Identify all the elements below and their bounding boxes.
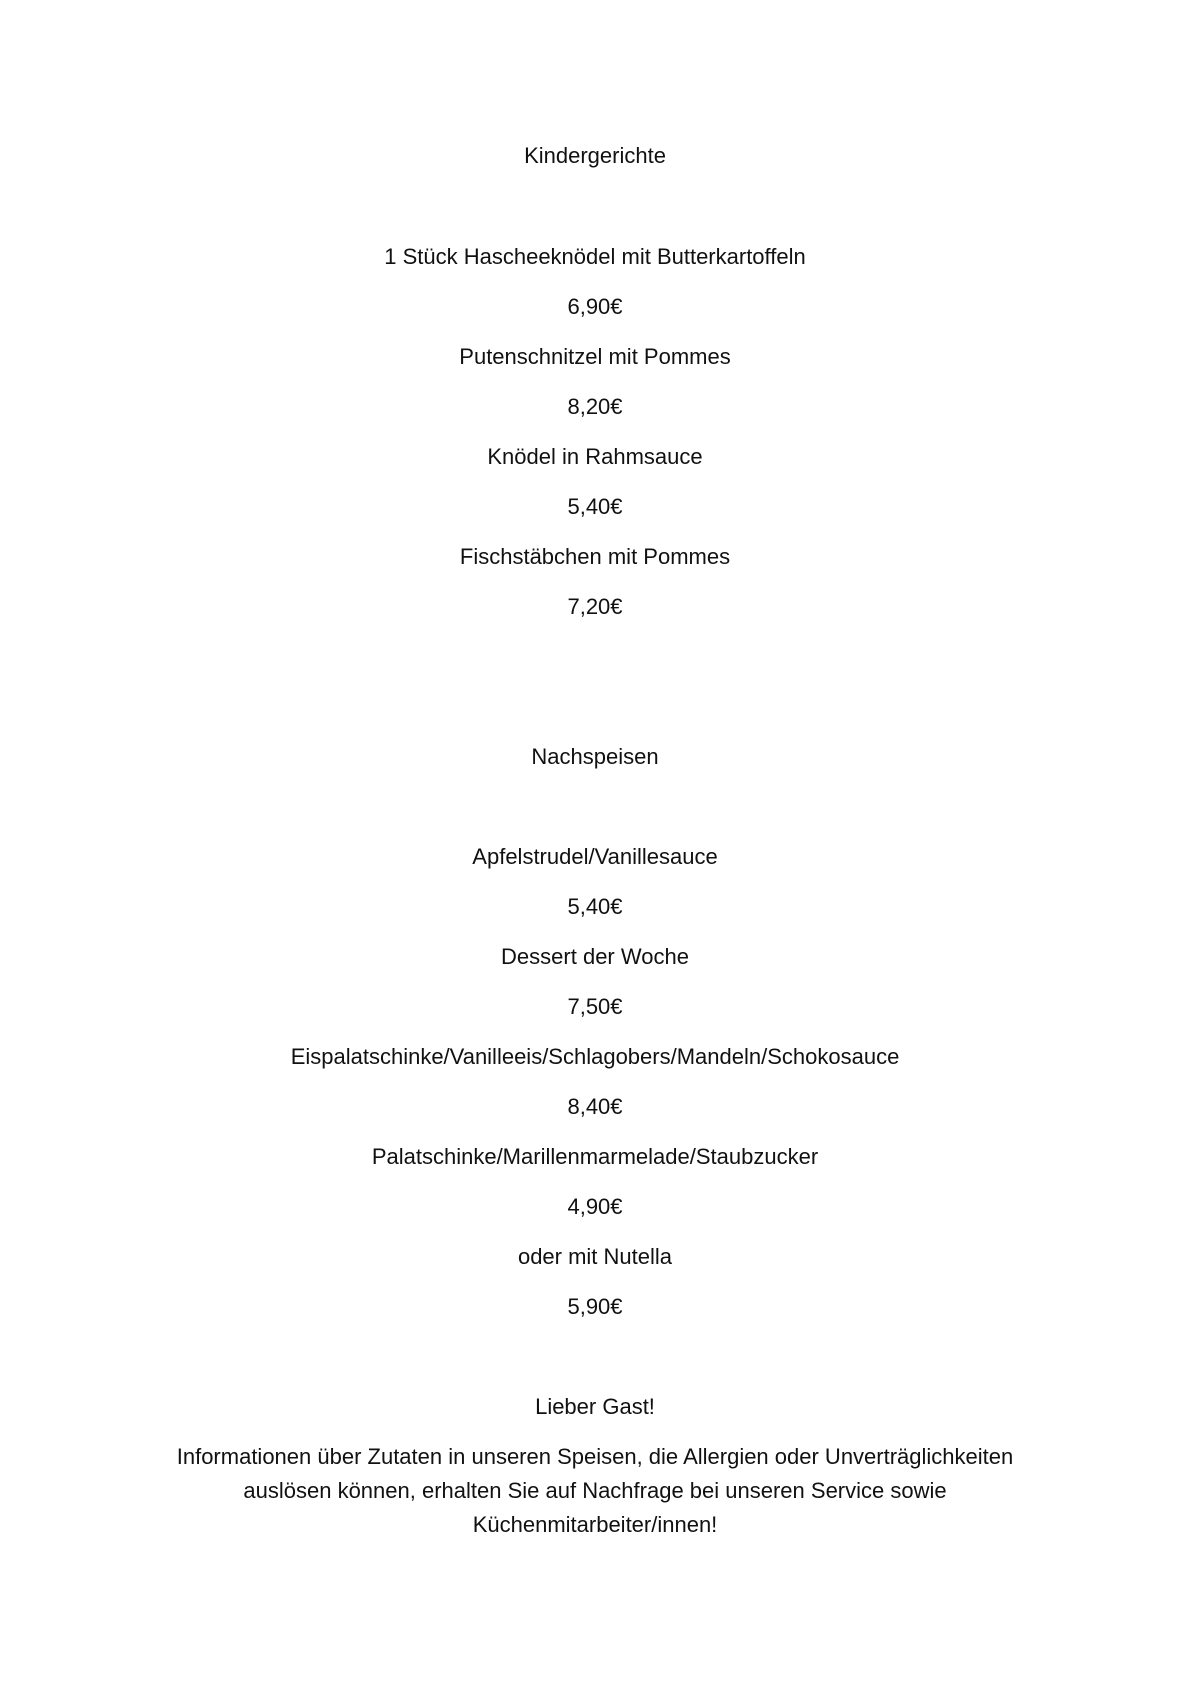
allergen-notice-line: auslösen können, erhalten Sie auf Nachfrage bei unseren Service sowie [243, 1478, 947, 1503]
menu-item-name: oder mit Nutella [517, 1244, 673, 1269]
menu-item-price: 8,20€ [567, 394, 623, 419]
menu-item-name: Palatschinke/Marillenmarmelade/Staubzucker [371, 1144, 819, 1169]
menu-item-price: 8,40€ [567, 1094, 623, 1119]
menu-item-name: Fischstäbchen mit Pommes [459, 544, 731, 569]
menu-item-price: 5,40€ [567, 894, 623, 919]
notice-greeting: Lieber Gast! [535, 1394, 655, 1419]
menu-item-price: 6,90€ [567, 294, 623, 319]
menu-item-name: Dessert der Woche [501, 944, 689, 969]
allergen-notice-line: Informationen über Zutaten in unseren Speisen, die Allergien oder Unverträglichkeiten [176, 1444, 1014, 1469]
section-title-kindergerichte: Kindergerichte [524, 143, 666, 168]
allergen-notice-line: Küchenmitarbeiter/innen! [472, 1512, 718, 1537]
menu-item-name: Putenschnitzel mit Pommes [459, 344, 731, 369]
menu-item-name: Eispalatschinke/Vanilleeis/Schlagobers/Mandeln/Schokosauce [290, 1044, 900, 1069]
menu-item-price: 5,90€ [567, 1294, 623, 1319]
menu-item-price: 4,90€ [567, 1194, 623, 1219]
menu-item-price: 7,20€ [567, 594, 623, 619]
section-title-nachspeisen: Nachspeisen [531, 744, 659, 769]
allergen-notice [0, 1440, 1190, 1542]
menu-item-price: 7,50€ [567, 994, 623, 1019]
menu-item-name: Knödel in Rahmsauce [487, 444, 703, 469]
menu-item-name: Apfelstrudel/Vanillesauce [472, 844, 718, 869]
menu-item-name: 1 Stück Hascheeknödel mit Butterkartoffeln [384, 244, 806, 269]
menu-item-price: 5,40€ [567, 494, 623, 519]
